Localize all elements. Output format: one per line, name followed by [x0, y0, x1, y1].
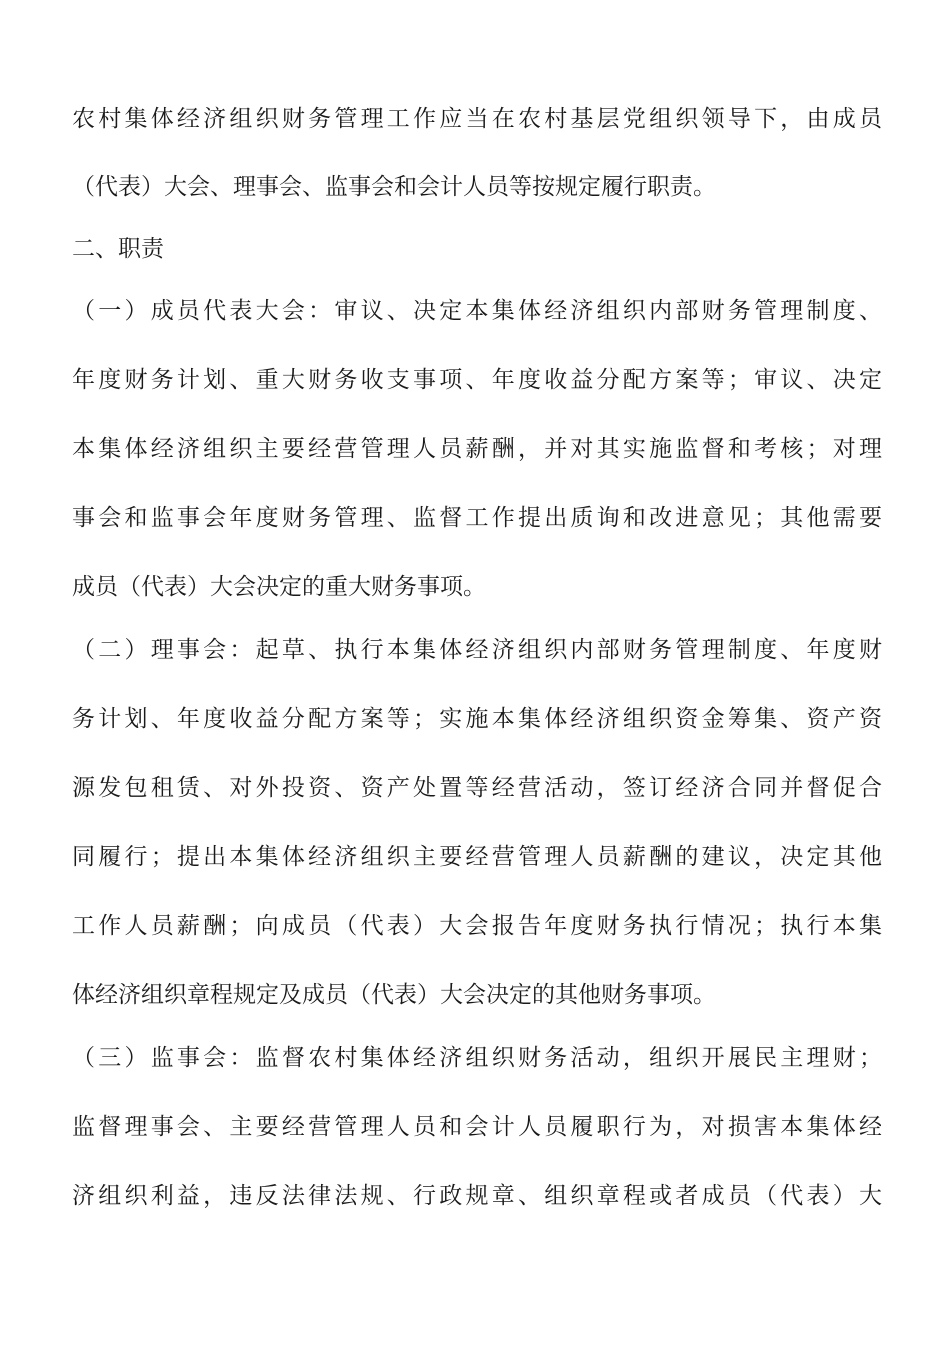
text-line: 成员（代表）大会决定的重大财务事项。 [72, 574, 486, 600]
text-line: 济组织利益，违反法律法规、行政规章、组织章程或者成员（代表）大 [72, 1183, 882, 1209]
text-line: 年度财务计划、重大财务收支事项、年度收益分配方案等；审议、决定 [72, 367, 882, 393]
text-line: 本集体经济组织主要经营管理人员薪酬，并对其实施监督和考核；对理 [72, 436, 882, 462]
text-line: （二）理事会：起草、执行本集体经济组织内部财务管理制度、年度财 [72, 637, 882, 663]
text-line: （代表）大会、理事会、监事会和会计人员等按规定履行职责。 [72, 174, 716, 200]
text-line: 体经济组织章程规定及成员（代表）大会决定的其他财务事项。 [72, 982, 716, 1008]
text-line: 务计划、年度收益分配方案等；实施本集体经济组织资金筹集、资产资 [72, 706, 882, 732]
text-line: 事会和监事会年度财务管理、监督工作提出质询和改进意见；其他需要 [72, 505, 882, 531]
text-line: 监督理事会、主要经营管理人员和会计人员履职行为，对损害本集体经 [72, 1114, 882, 1140]
text-line: （一）成员代表大会：审议、决定本集体经济组织内部财务管理制度、 [72, 298, 882, 324]
text-line: 源发包租赁、对外投资、资产处置等经营活动，签订经济合同并督促合 [72, 775, 882, 801]
text-line: 农村集体经济组织财务管理工作应当在农村基层党组织领导下，由成员 [72, 106, 882, 132]
text-line: （三）监事会：监督农村集体经济组织财务活动，组织开展民主理财； [72, 1045, 882, 1071]
section-heading: 二、职责 [72, 236, 164, 262]
text-line: 工作人员薪酬；向成员（代表）大会报告年度财务执行情况；执行本集 [72, 913, 882, 939]
text-line: 同履行；提出本集体经济组织主要经营管理人员薪酬的建议，决定其他 [72, 844, 882, 870]
